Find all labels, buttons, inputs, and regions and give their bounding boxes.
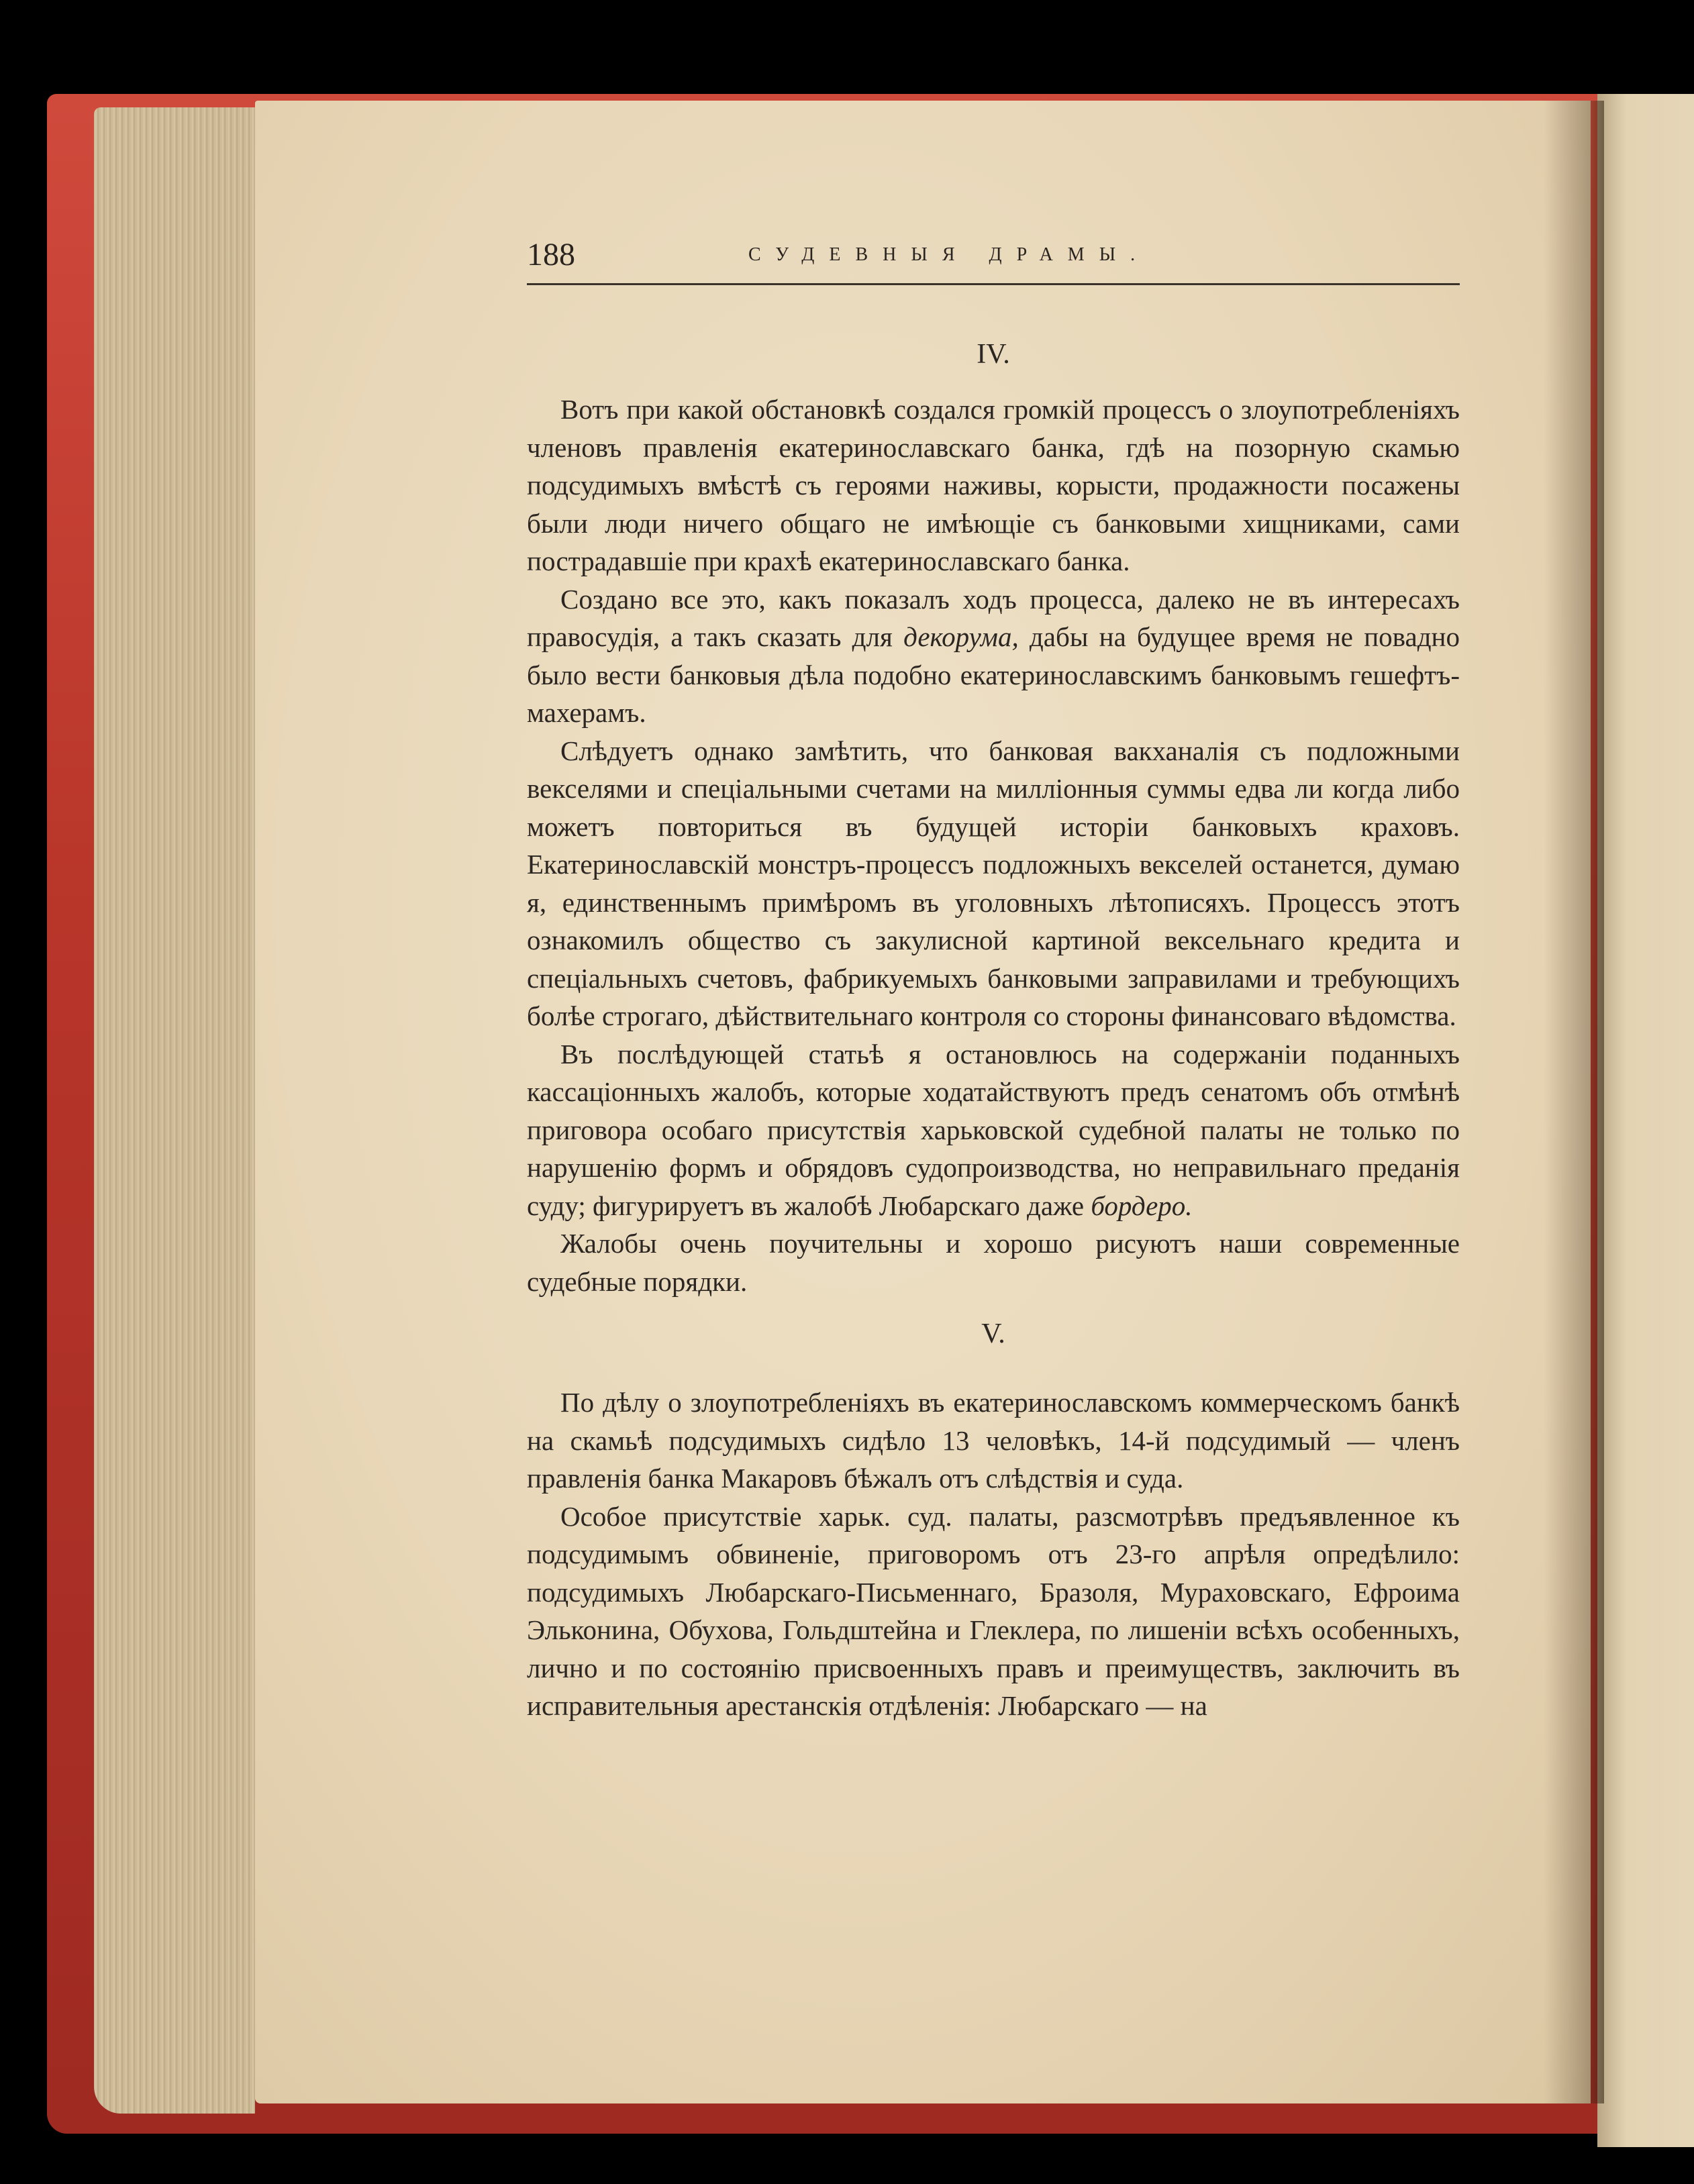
paragraph [527, 1035, 1460, 1225]
right-page [1597, 94, 1694, 2147]
paragraph: Вотъ при какой обстановкѣ создался громкій процессъ о злоупотребленіяхъ членовъ правленія екатеринославскаго банка, гдѣ на позорную скамью подсудимыхъ вмѣстѣ съ героями наживы, корысти, продажности посажены были люди ничего общаго не имѣющіе съ банковыми хищниками, сами пострадавшіе при крахѣ екатеринославскаго банка. [527, 394, 1460, 576]
italic-term: бордеро. [1091, 1190, 1193, 1221]
paragraph [527, 580, 1460, 732]
running-head [527, 235, 1456, 275]
section-heading: V. [981, 1318, 1005, 1349]
paragraph: Слѣдуетъ однако замѣтить, что банковая вакханалія съ подложными векселями и спеціальными счетами на милліонныя суммы едва ли когда либо можетъ повториться въ будущей исторіи банковыхъ краховъ. Екатеринославскій монстръ-процессъ подложныхъ векселей останется, думаю я, единственнымъ примѣромъ въ уголовныхъ лѣтописяхъ. Процессъ этотъ ознакомилъ общество съ закулисной картиной вексельнаго кредита и спеціальныхъ счетовъ, фабрикуемыхъ банковыми заправилами и требующихъ болѣе строгаго, дѣйствительнаго контроля со стороны финансоваго вѣдомства. [527, 735, 1460, 1031]
paragraph: Жалобы очень поучительны и хорошо рисуютъ наши современные судебные порядки. [527, 1228, 1460, 1297]
text-block [527, 335, 1460, 1725]
gutter-shadow [1544, 101, 1604, 2103]
header-rule [527, 283, 1460, 285]
running-title: СУДЕВНЫЯ ДРАМЫ. [748, 244, 1150, 265]
italic-term: декорума, [903, 621, 1019, 652]
paragraph: Особое присутствіе харьк. суд. палаты, разсмотрѣвъ предъявленное къ подсудимымъ обвиненіе, приговоромъ отъ 23-го апрѣля опредѣлило: подсудимыхъ Любарскаго-Письменнаго, Бразоля, Мураховскаго, Ефроима Эльконина, Обухова, Гольдштейна и Глеклера, по лишеніи всѣхъ особенныхъ, лично и по состоянію присвоенныхъ правъ и преимуществъ, заключить въ исправительныя арестанскія отдѣленія: Любарскаго — на [527, 1500, 1460, 1721]
paragraph: По дѣлу о злоупотребленіяхъ въ екатеринославскомъ коммерческомъ банкѣ на скамьѣ подсудимыхъ сидѣло 13 человѣкъ, 14-й подсудимый — членъ правленія банка Макаровъ бѣжалъ отъ слѣдствія и суда. [527, 1387, 1460, 1494]
paragraph-text: дабы на будущее время не повадно было вести банковыя дѣла подобно екатеринославскимъ банковымъ гешефтъ-махерамъ. [527, 621, 1460, 728]
paragraph-text: Въ послѣдующей статьѣ я остановлюсь на содержаніи поданныхъ кассаціонныхъ жалобъ, которые ходатайствуютъ предъ сенатомъ объ отмѣнѣ приговора особаго присутствія харьковской судебной палаты не только по нарушенію формъ и обрядовъ судопроизводства, но неправильнаго преданія суду; фигурируетъ въ жалобѣ Любарскаго даже [527, 1038, 1460, 1221]
page-edges [94, 107, 255, 2114]
paragraph-text: Создано все это, какъ показалъ ходъ процесса, далеко не въ интересахъ правосудія, а такъ сказать для [527, 583, 1460, 652]
page-number: 188 [527, 237, 575, 272]
section-heading: IV. [977, 339, 1010, 370]
